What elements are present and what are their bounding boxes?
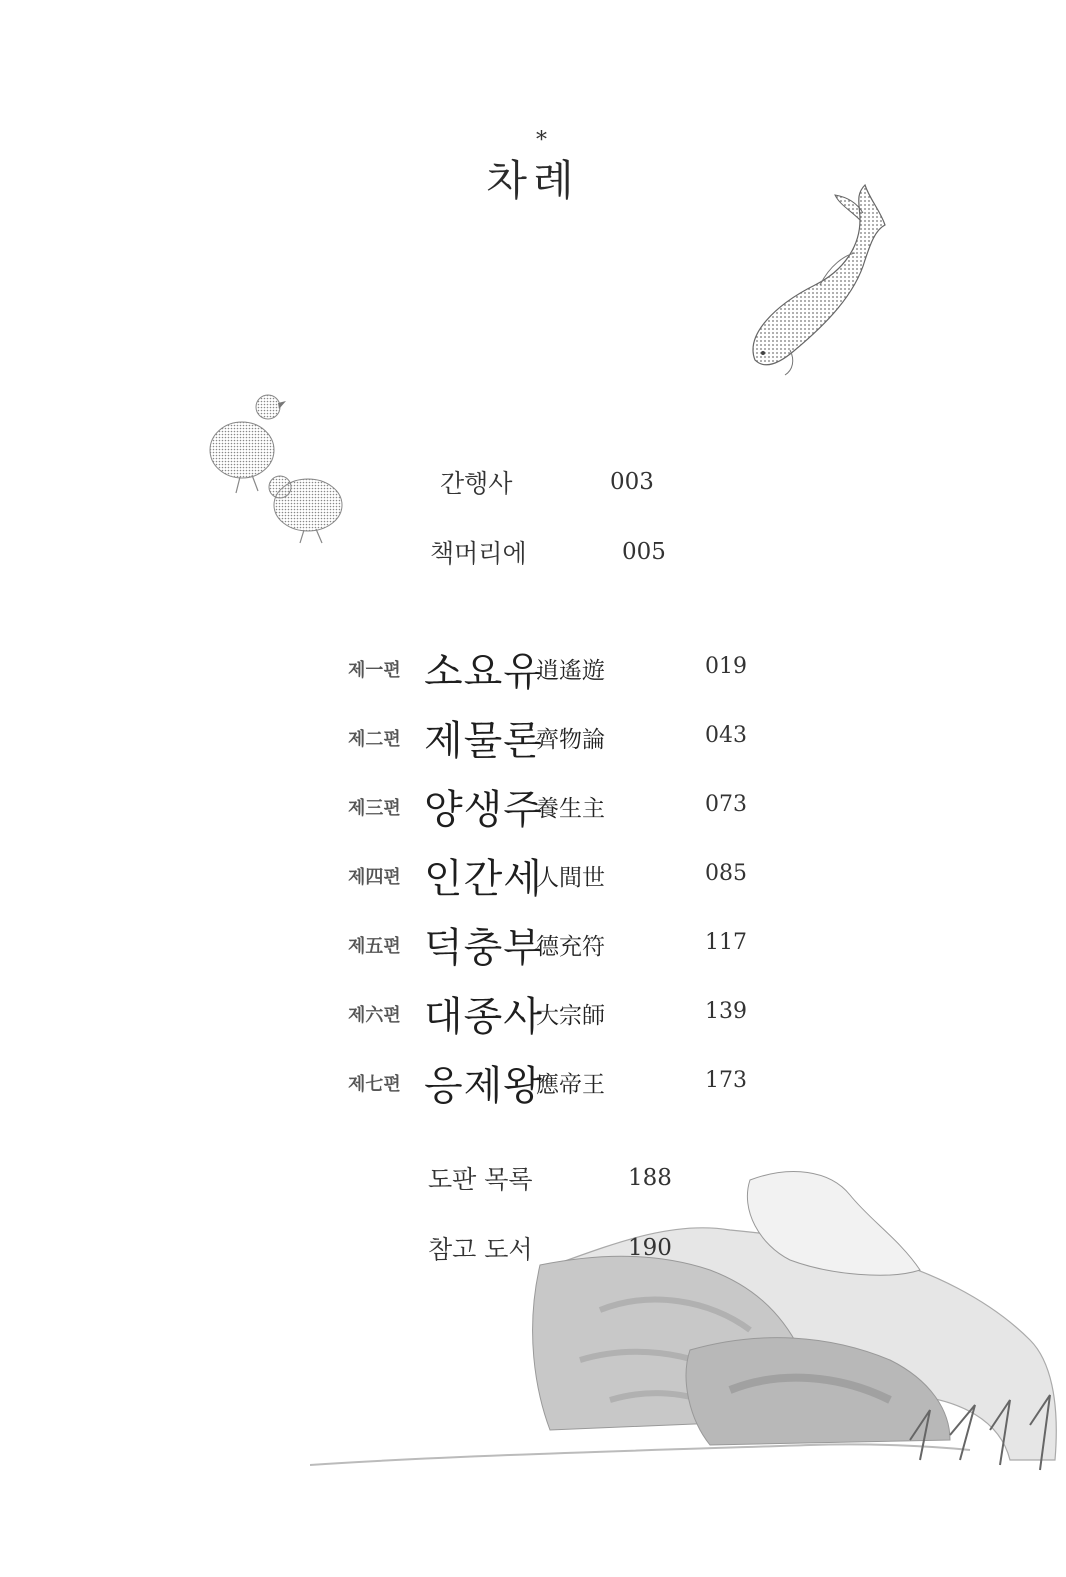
toc-entry-page: 003	[610, 469, 654, 495]
chapter-title-korean: 인간세	[424, 856, 543, 902]
chapter-title-korean: 대종사	[424, 994, 543, 1040]
chapter-page-number: 139	[705, 999, 747, 1024]
chapter-title-korean: 덕충부	[424, 925, 543, 971]
toc-entry-label: 간행사	[440, 469, 513, 498]
toc-entry-label: 책머리에	[430, 539, 527, 568]
chapter-title-hanja: 大宗師	[536, 1003, 605, 1029]
toc-entry-page: 190	[628, 1235, 672, 1261]
toc-entry-page: 188	[628, 1165, 672, 1191]
title-ornament: *	[536, 128, 547, 153]
chapter-part-label: 제四편	[348, 867, 401, 888]
chapter-part-label: 제六편	[348, 1005, 401, 1026]
chapter-title-hanja: 德充符	[536, 934, 605, 960]
chapter-title-hanja: 逍遙遊	[536, 658, 605, 684]
toc-entry-label: 참고 도서	[428, 1235, 533, 1264]
chapter-page-number: 173	[705, 1068, 747, 1093]
fish-illustration	[735, 175, 895, 385]
chapter-page-number: 085	[705, 861, 747, 886]
chapter-title-hanja: 養生主	[536, 796, 605, 822]
chapter-title-korean: 응제왕	[424, 1063, 543, 1109]
chapter-entry[interactable]	[340, 843, 760, 903]
toc-entry-label: 도판 목록	[428, 1165, 533, 1194]
chapter-title-korean: 양생주	[424, 787, 543, 833]
sage-on-rock-illustration	[310, 1160, 1066, 1500]
chapter-part-label: 제七편	[348, 1074, 401, 1095]
page-title: 차례	[486, 156, 580, 205]
chapter-title-korean: 소요유	[424, 649, 543, 695]
chapter-entry[interactable]	[340, 774, 760, 834]
chapter-title-korean: 제물론	[424, 718, 543, 764]
chapter-page-number: 019	[705, 654, 747, 679]
chapter-page-number: 117	[705, 930, 747, 955]
chapter-entry[interactable]	[340, 705, 760, 765]
toc-entry-page: 005	[622, 539, 666, 565]
chapter-part-label: 제二편	[348, 729, 401, 750]
chapter-entry[interactable]	[340, 636, 760, 696]
chapter-part-label: 제三편	[348, 798, 401, 819]
chapter-title-hanja: 人間世	[536, 865, 605, 891]
chapter-page-number: 043	[705, 723, 747, 748]
chapter-entry[interactable]	[340, 912, 760, 972]
quail-illustration	[200, 385, 370, 555]
chapter-part-label: 제五편	[348, 936, 401, 957]
chapter-title-hanja: 齊物論	[536, 727, 605, 753]
chapter-title-hanja: 應帝王	[536, 1072, 605, 1098]
chapter-page-number: 073	[705, 792, 747, 817]
chapter-entry[interactable]	[340, 981, 760, 1041]
chapter-entry[interactable]	[340, 1050, 760, 1110]
chapter-part-label: 제一편	[348, 660, 401, 681]
